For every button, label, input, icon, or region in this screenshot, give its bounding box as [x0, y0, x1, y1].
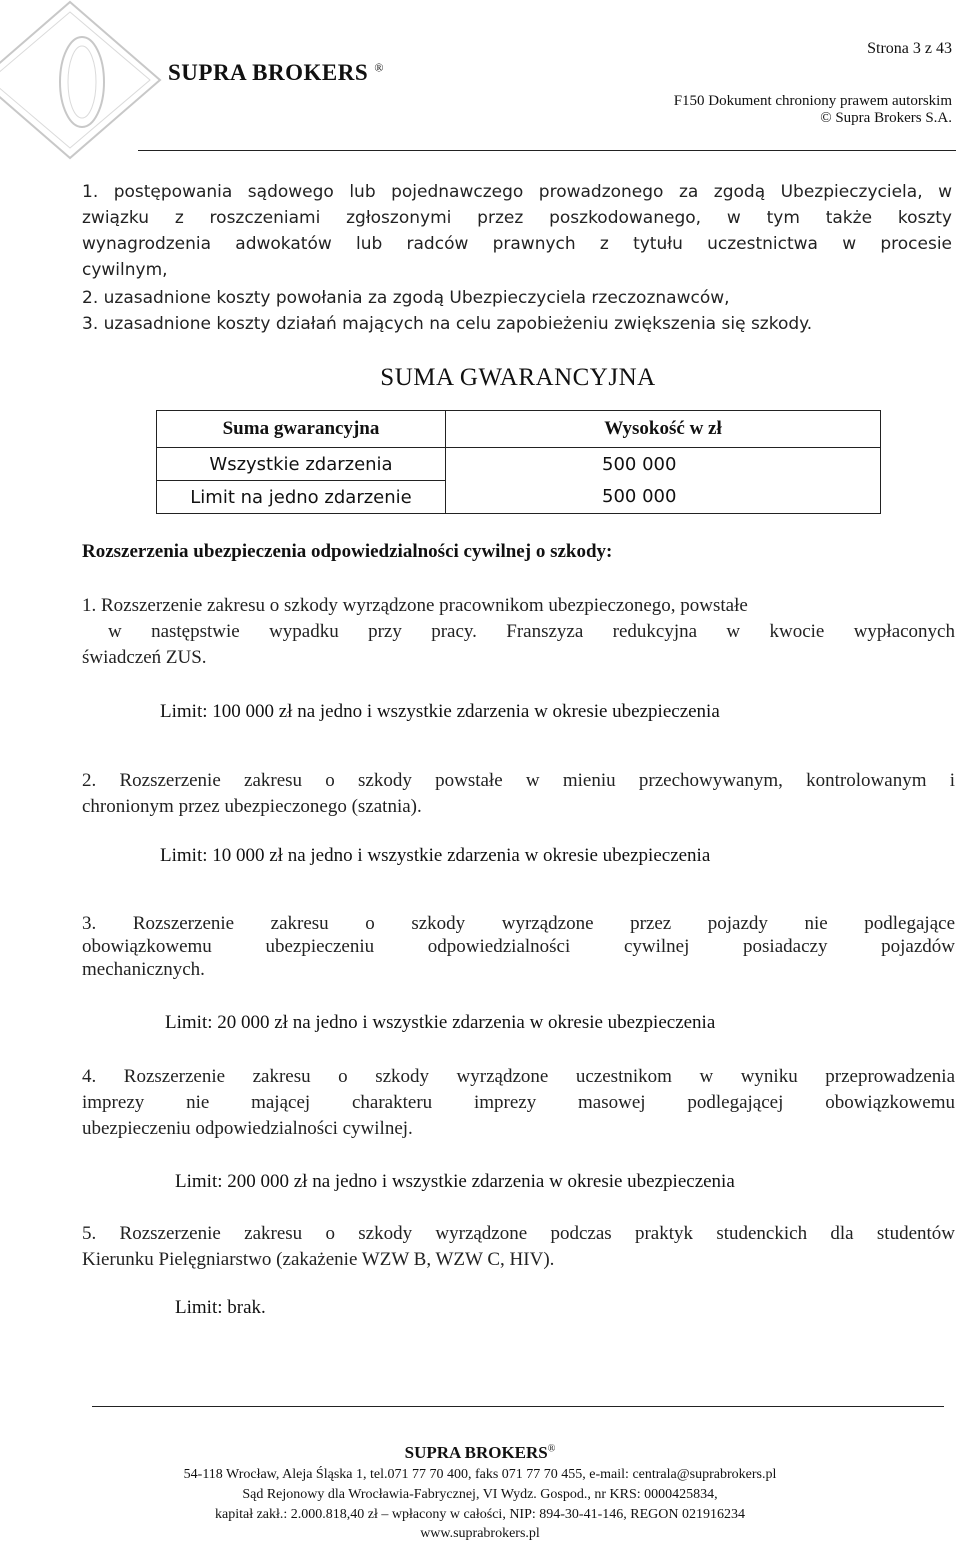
- table-cell: Wszystkie zdarzenia: [157, 448, 446, 481]
- table-row: [157, 481, 881, 514]
- extension-item-1: 1. Rozszerzenie zakresu o szkody wyrządzone pracownikom ubezpieczonego, powstałe w następstwie wypadku przy pracy. Franszyza redukcyjna w kwocie wypłaconych świadczeń ZUS.: [82, 595, 955, 668]
- extension-item-2: 2. Rozszerzenie zakresu o szkody powstałe w mieniu przechowywanym, kontrolowanym i chronionym przez ubezpieczonego (szatnia).: [82, 770, 955, 817]
- extension-limit-4: Limit: 200 000 zł na jedno i wszystkie zdarzenia w okresie ubezpieczenia: [175, 1171, 735, 1192]
- footer-capital: kapitał zakł.: 2.000.818,40 zł – wpłacony w całości, NIP: 894-30-41-146, REGON 021916234: [215, 1507, 745, 1522]
- extension-item-3: 3. Rozszerzenie zakresu o szkody wyrządzone przez pojazdy nie podlegające obowiązkowemu ubezpieczeniu odpowiedzialności cywilnej posiadaczy pojazdów mechanicznych.: [82, 913, 955, 980]
- header-rule: [138, 150, 956, 151]
- table-cell: Limit na jedno zdarzenie: [157, 481, 446, 514]
- extensions-heading: Rozszerzenia ubezpieczenia odpowiedzialności cywilnej o szkody:: [82, 541, 613, 562]
- intro-item-1: 1. postępowania sądowego lub pojednawczego prowadzonego za zgodą Ubezpieczyciela, w związku z roszczeniami zgłoszonymi przez poszkodowanego, w tym także koszty wynagrodzenia adwokatów lub radców prawnych z tytułu uczestnictwa w procesie cywilnym,: [82, 182, 952, 280]
- extension-item-5: 5. Rozszerzenie zakresu o szkody wyrządzone podczas praktyk studenckich dla studentów Kierunku Pielęgniarstwo (zakażenie WZW B, WZW C, HIV).: [82, 1223, 955, 1270]
- table-cell: 500 000: [446, 481, 881, 514]
- footer-rule: [92, 1406, 944, 1407]
- section-title: SUMA GWARANCYJNA: [380, 364, 656, 391]
- intro-item-2: 2. uzasadnione koszty powołania za zgodą Ubezpieczyciela rzeczoznawców,: [82, 288, 730, 308]
- footer-brand: SUPRA BROKERS®: [404, 1443, 556, 1462]
- footer-court: Sąd Rejonowy dla Wrocławia-Fabrycznej, VI Wydz. Gospod., nr KRS: 0000425834,: [242, 1487, 718, 1502]
- header-doc-line2: © Supra Brokers S.A.: [820, 110, 952, 126]
- extension-limit-5: Limit: brak.: [175, 1297, 266, 1318]
- table-header-cell: Wysokość w zł: [446, 411, 881, 448]
- extension-item-4: 4. Rozszerzenie zakresu o szkody wyrządzone uczestnikom w wyniku przeprowadzenia imprezy nie mającej charakteru imprezy masowej podlegającej obowiązkowemu ubezpieczeniu odpowiedzialności cywilnej.: [82, 1066, 955, 1139]
- extension-limit-3: Limit: 20 000 zł na jedno i wszystkie zdarzenia w okresie ubezpieczenia: [165, 1012, 716, 1033]
- footer-website: www.suprabrokers.pl: [420, 1526, 540, 1541]
- table-header-row: [157, 411, 881, 448]
- intro-item-3: 3. uzasadnione koszty działań mających na celu zapobieżeniu zwiększenia się szkody.: [82, 314, 813, 334]
- table-cell: 500 000: [446, 448, 881, 481]
- table-row: [157, 448, 881, 481]
- header-doc-line1: F150 Dokument chroniony prawem autorskim: [673, 93, 952, 109]
- header-brand: SUPRA BROKERS ®: [168, 60, 384, 85]
- footer-address: 54-118 Wrocław, Aleja Śląska 1, tel.071 77 70 400, faks 071 77 70 455, e-mail: centrala@suprabrokers.pl: [183, 1467, 777, 1482]
- extension-limit-1: Limit: 100 000 zł na jedno i wszystkie zdarzenia w okresie ubezpieczenia: [160, 701, 720, 722]
- extension-limit-2: Limit: 10 000 zł na jedno i wszystkie zdarzenia w okresie ubezpieczenia: [160, 845, 711, 866]
- table-header-cell: Suma gwarancyjna: [157, 411, 446, 448]
- page-number: Strona 3 z 43: [867, 40, 952, 57]
- guarantee-table: [156, 410, 881, 514]
